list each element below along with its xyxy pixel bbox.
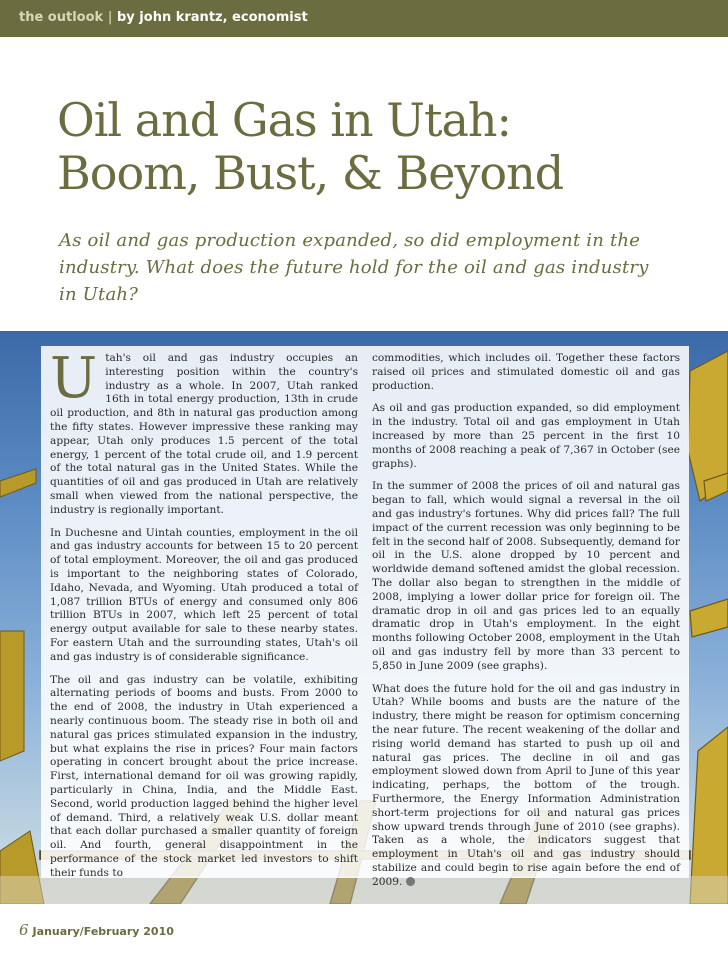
title-line-1: Oil and Gas in Utah: — [57, 93, 512, 147]
paragraph: As oil and gas production expanded, so did employment in the industry. Total oil and gas employment in Utah increased by more than 25 percent in the first 10 months of 2008 reaching a peak of 7,367 in October (see graphs). — [372, 402, 680, 470]
section-name: the outlook — [19, 10, 104, 25]
article-title — [57, 94, 563, 200]
issue-date: January/February 2010 — [32, 925, 174, 938]
paragraph-text: What does the future hold for the oil and gas industry in Utah? While booms and busts are the nature of the industry, there might be reason for optimism concerning the near future. The recent weakening of the dollar and rising world demand has started to push up oil and natural gas prices. The decline in oil and gas employment slowed down from April to June of this year indicating, perhaps, the bottom of the trough. Furthermore, the Energy Information Administration short-term projections for oil and natural gas prices show upward trends through June of 2010 (see graphs). Taken as a whole, the indicators suggest that employment in Utah's oil and gas industry should stabilize and could begin to rise again before the end of 2009. — [372, 682, 680, 888]
drop-cap: U — [50, 346, 98, 411]
column-left — [50, 346, 358, 889]
column-right — [372, 352, 680, 898]
paragraph-text: tah's oil and gas industry occupies an interesting position within the country's industry as a whole. In 2007, Utah ranked 16th in total energy production, 13th in crude oil production, and 8th in natural gas production among the fifty states. However impressive these ranking may appear, Utah only produces 1.5 percent of the total energy, 1 percent of the total crude oil, and 1.9 percent of the total natural gas in the United States. While the quantities of oil and gas produced in Utah are relatively small when viewed from the national perspective, the industry is regionally important. — [50, 352, 358, 516]
byline: by john krantz, economist — [117, 10, 308, 25]
paragraph: In Duchesne and Uintah counties, employment in the oil and gas industry accounts for between 15 to 20 percent of total employment. Moreover, the oil and gas produced is important to the neighboring states of Colorado, Idaho, Nevada, and Wyoming. Utah produced a total of 1,087 trillion BTUs of energy and consumed only 806 trillion BTUs in 2007, which left 25 percent of total energy output available for sale to these nearby states. For eastern Utah and the surrounding states, Utah's oil and gas industry is of considerable significance. — [50, 526, 358, 663]
paragraph-final — [372, 683, 680, 890]
header-text — [19, 10, 308, 25]
paragraph: In the summer of 2008 the prices of oil and natural gas began to fall, which would signal a reversal in the oil and gas industry's fortunes. Why did prices fall? The full impact of the current recession was only beginning to be felt in the second half of 2008. Subsequently, demand for oil in the U.S. alone dropped by 10 percent and worldwide demand softened amidst the global recession. The dollar also began to strengthen in the middle of 2008, implying a lower dollar price for foreign oil. The dramatic drop in oil and gas prices led to an equally dramatic drop in Utah's employment. In the eight months following October 2008, employment in the Utah oil and gas industry fell by more than 33 percent to 5,850 in June 2009 (see graphs). — [372, 480, 680, 672]
title-line-2: Boom, Bust, & Beyond — [57, 146, 564, 200]
paragraph — [50, 346, 358, 518]
paragraph: commodities, which includes oil. Together these factors raised oil prices and stimulated domestic oil and gas production. — [372, 352, 680, 392]
header-bar — [0, 0, 728, 37]
end-of-article-icon — [406, 877, 415, 886]
article-subtitle: As oil and gas production expanded, so did employment in the industry. What does the future hold for the oil and gas industry in Utah? — [59, 230, 649, 305]
paragraph: The oil and gas industry can be volatile, exhibiting alternating periods of booms and busts. From 2000 to the end of 2008, the industry in Utah experienced a nearly continuous boom. The steady rise in both oil and natural gas prices stimulated expansion in the industry, but what explains the rise in prices? Four main factors operating in concert brought about the price increase. First, international demand for oil was growing rapidly, particularly in China, India, and the Middle East. Second, world production lagged behind the higher level of demand. Third, a relatively weak U.S. dollar meant that each dollar purchased a smaller quantity of foreign oil. And fourth, general disappointment in the performance of the stock market led investors to shift their funds to — [50, 673, 358, 879]
page-number: 6 — [19, 921, 29, 939]
page-footer — [19, 921, 174, 939]
header-separator: | — [103, 10, 117, 25]
